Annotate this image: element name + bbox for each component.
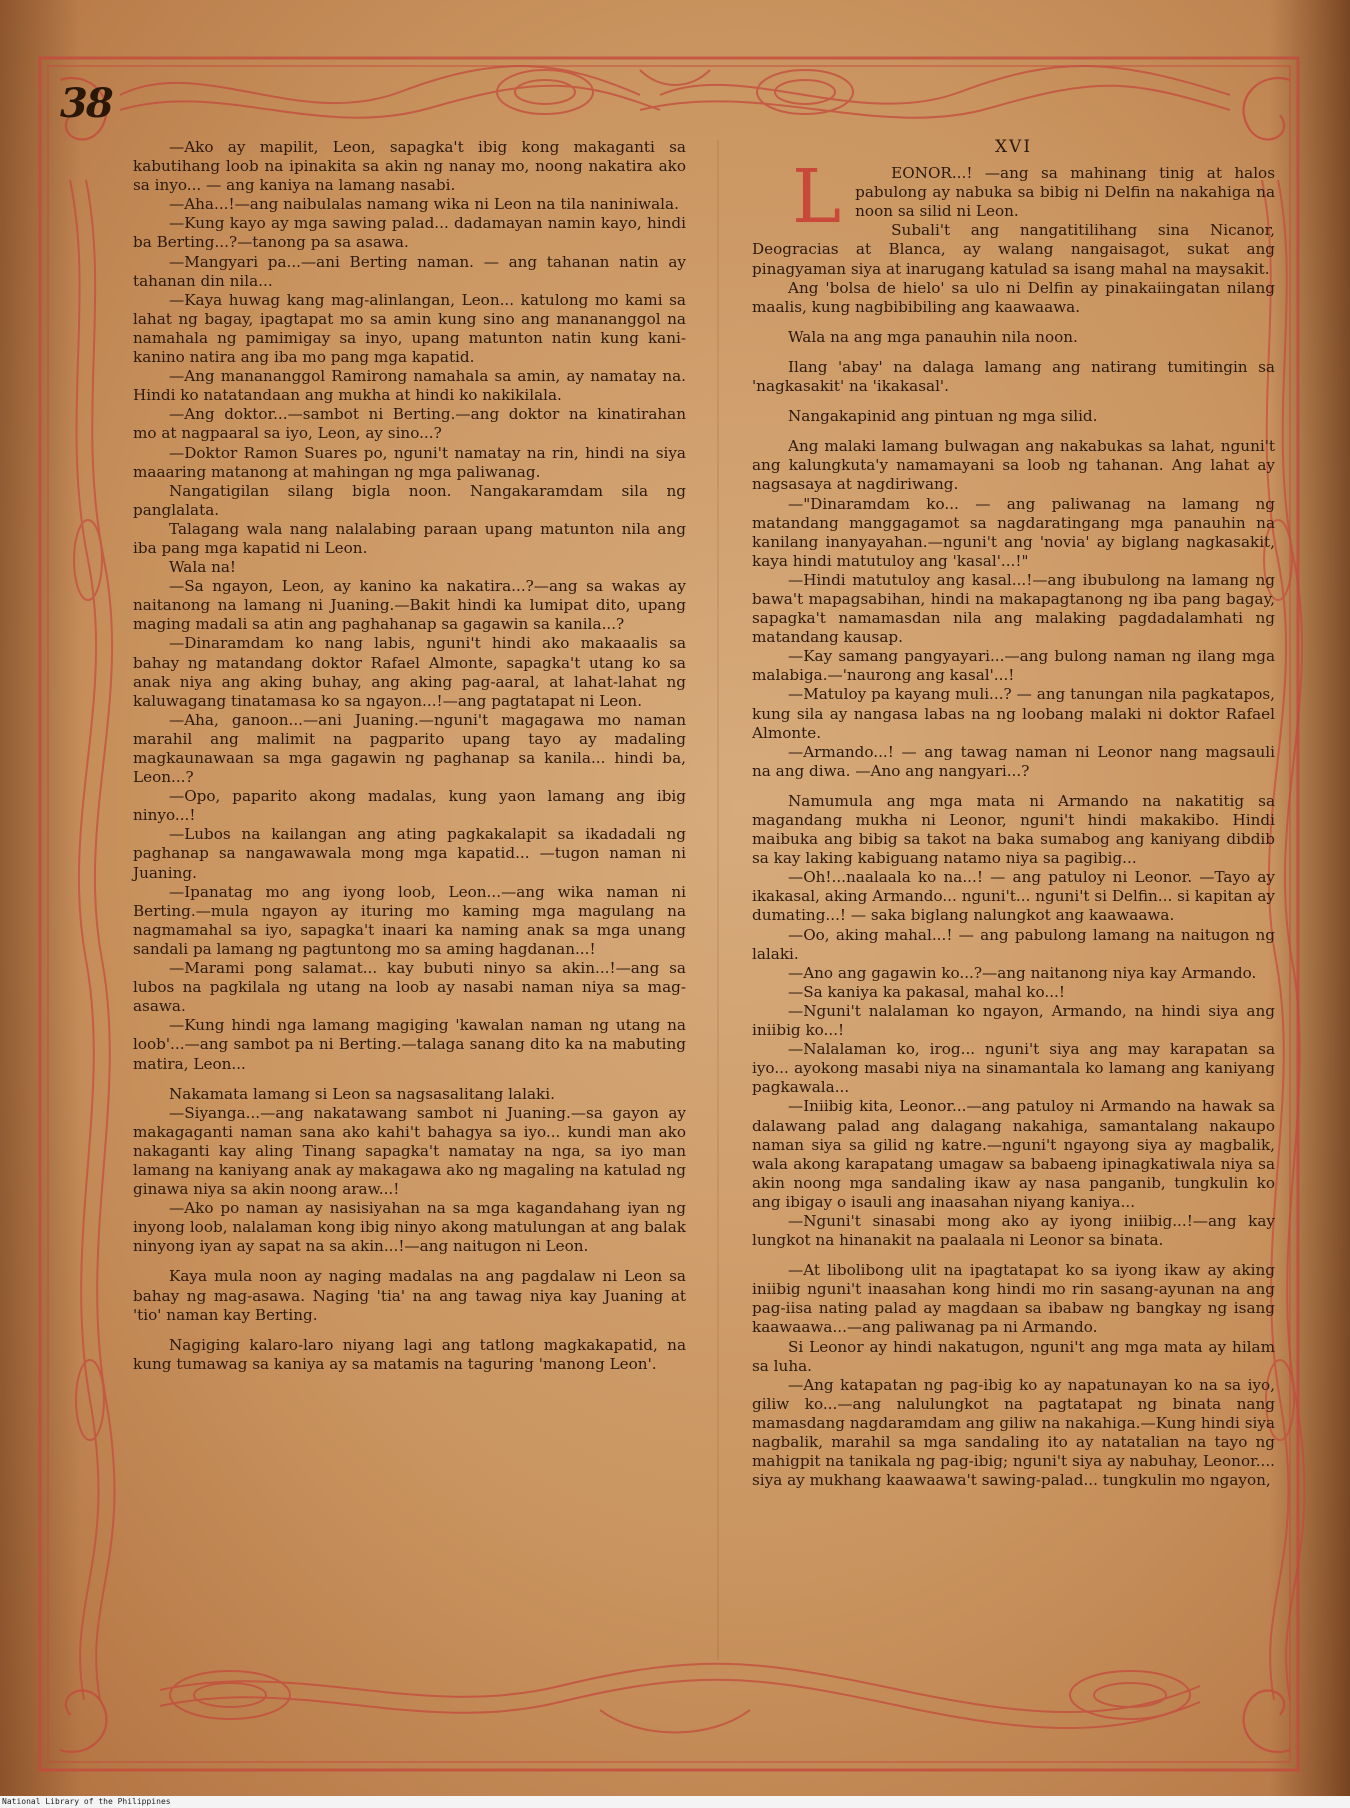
paragraph: —Oh!...naalaala ko na...! — ang patuloy ni Leonor. —Tayo ay ikakasal, aking Armando... nguni't... nguni't si Delfin... si kapitan ay dumating...! — saka biglang nalungkot ang kaawaawa.: [752, 868, 1275, 925]
paragraph: Nakamata lamang si Leon sa nagsasalitang lalaki.: [169, 1084, 555, 1103]
paragraph: —Ano ang gagawin ko...?—ang naitanong niya kay Armando.: [788, 963, 1257, 982]
paragraph: —Sa kaniya ka pakasal, mahal ko...!: [788, 982, 1065, 1001]
paragraph: Ang 'bolsa de hielo' sa ulo ni Delfin ay pinakaiingatan nilang maalis, kung nagbibibiling ang kaawaawa.: [752, 278, 1275, 316]
paragraph: Si Leonor ay hindi nakatugon, nguni't ang mga mata ay hilam sa luha.: [752, 1337, 1275, 1375]
page-number: 38: [60, 80, 112, 127]
paragraph: —Kung hindi nga lamang magiging 'kawalan naman ng utang na loob'...—ang sambot pa ni Berting.—talaga sanang dito ka na mabuting matira, Leon...: [133, 1016, 686, 1073]
paragraph: —Ako ay mapilit, Leon, sapagka't ibig kong makaganti sa kabutihang loob na ipinakita sa akin ng nanay mo, noong nakatira ako sa inyo... — ang kaniya na lamang nasabi.: [133, 138, 686, 195]
paragraph: —Kaya huwag kang mag-alinlangan, Leon... katulong mo kami sa lahat ng bagay, ipagtapat mo sa amin kung sino ang manananggol na namahala ng pamimigay sa inyo, upang matunton natin kung kani-kanino natira ang iba mo pang mga kapatid.: [133, 290, 686, 367]
right-column-body: [752, 221, 1275, 1490]
paragraph: —At libolibong ulit na ipagtatapat ko sa iyong ikaw ay aking iniibig nguni't inaasahan kong hindi mo rin sasang-ayunan na ang pag-iisa nating palad ay magdaan sa ibabaw ng bangkay ng isang kaawaawa...—ang paliwanag pa ni Armando.: [752, 1261, 1275, 1337]
paragraph: —Ang katapatan ng pag-ibig ko ay napatunayan ko na sa iyo, giliw ko...—ang nalulungkot na pagtatapat ng binata nang mamasdang nagdaramdam ang giliw na nakahiga.—Kung hindi siya nagbalik, marahil sa mga sandaling ito ay natatalian na tayo ng mahigpit na tanikala ng pag-ibig; nguni't siya ay nabuhay, Leonor.... siya ay mukhang kaawaawa't sawing-palad... tungkulin mo ngayon,: [752, 1375, 1275, 1490]
paragraph: —Kung kayo ay mga sawing palad... dadamayan namin kayo, hindi ba Berting...?—tanong pa sa asawa.: [133, 214, 686, 252]
paragraph: Namumula ang mga mata ni Armando na nakatitig sa magandang mukha ni Leonor, nguni't hindi makakibo. Hindi maibuka ang bibig sa takot na baka sumabog ang kaniyang dibdib sa kay laking kabiguang natamo niya sa pagibig...: [752, 791, 1275, 868]
paragraph: —Ang manananggol Ramirong namahala sa amin, ay namatay na. Hindi ko natatandaan ang mukha at hindi ko nakikilala.: [133, 367, 686, 405]
left-text-column: [133, 138, 686, 1374]
paragraph: —Hindi matutuloy ang kasal...!—ang ibubulong na lamang ng bawa't mapagsabihan, hindi na makapagtanong ng iba pang bagay, sapagka't namamasdan nila ang malaking pagdadalamhati ng matandang kausap.: [752, 570, 1275, 647]
paragraph: —Aha, ganoon...—ani Juaning.—nguni't magagawa mo naman marahil ang malimit na pagparito upang tayo ay madaling magkaunawaan sa mga gagawin ng paghanap sa kanila... hindi ba, Leon...?: [133, 710, 686, 787]
opening-text: EONOR...! —ang sa mahinang tinig at halos pabulong ay nabuka sa bibig ni Delfin na nakahiga na noon sa silid ni Leon.: [855, 164, 1275, 221]
paragraph: —Ako po naman ay nasisiyahan na sa mga kagandahang iyan ng inyong loob, nalalaman kong ibig ninyo akong matulungan at ang balak ninyong iyan ay sapat na sa akin...!—ang naitugon ni Leon.: [133, 1199, 686, 1256]
paragraph: Ang malaki lamang bulwagan ang nakabukas sa lahat, nguni't ang kalungkuta'y namamayani sa loob ng tahanan. Ang lahat ay nagsasaya at nagdiriwang.: [752, 437, 1275, 494]
paragraph: —Aha...!—ang naibulalas namang wika ni Leon na tila naniniwala.: [169, 195, 679, 214]
paragraph: —Ipanatag mo ang iyong loob, Leon...—ang wika naman ni Berting.—mula ngayon ay ituring mo kaming mga magulang na nagmamahal sa iyo, sapagka't inaari ka naming anak sa mga unang sandali pa lamang ng pagtuntong mo sa aming hagdanan...!: [133, 882, 686, 958]
paragraph: Wala na!: [169, 558, 237, 577]
paragraph: Kaya mula noon ay naging madalas na ang pagdalaw ni Leon sa bahay ng mag-asawa. Naging 'tia' na ang tawag niya kay Juaning at 'tio' naman kay Berting.: [133, 1267, 686, 1324]
paragraph: Talagang wala nang nalalabing paraan upang matunton nila ang iba pang mga kapatid ni Leon.: [133, 519, 686, 557]
paragraph: —Kay samang pangyayari...—ang bulong naman ng ilang mga malabiga.—'naurong ang kasal'...!: [752, 647, 1275, 685]
paragraph: Nagiging kalaro-laro niyang lagi ang tatlong magkakapatid, na kung tumawag sa kaniya ay sa matamis na taguring 'manong Leon'.: [133, 1335, 686, 1373]
paragraph: Subali't ang nangatitilihang sina Nicanor, Deogracias at Blanca, ay walang nangaisagot, sukat ang pinagyaman siya at inarugang katulad sa isang mahal na maysakit.: [752, 221, 1275, 278]
paragraph: Wala na ang mga panauhin nila noon.: [788, 327, 1078, 346]
paragraph: —Opo, paparito akong madalas, kung yaon lamang ang ibig ninyo...!: [133, 787, 686, 825]
footer-credit: National Library of the Philippines: [0, 1796, 1350, 1808]
paragraph: —Sa ngayon, Leon, ay kanino ka nakatira...?—ang sa wakas ay naitanong na lamang ni Juaning.—Bakit hindi ka lumipat dito, upang maging madali sa atin ang paghahanap sa gagawin sa kanila...?: [133, 577, 686, 634]
drop-cap-letter: L: [792, 154, 842, 241]
paragraph: —Siyanga...—ang nakatawang sambot ni Juaning.—sa gayon ay makagaganti naman sana ako kahi't bahagya sa iyo... kundi man ako nakaganti kay aling Tinang sapagka't namatay na nga, sa iyo man lamang na kaniyang anak ay makagawa ako ng magaling na katulad ng ginawa niya sa akin noong araw...!: [133, 1103, 686, 1199]
paragraph: Ilang 'abay' na dalaga lamang ang natirang tumitingin sa 'nagkasakit' na 'ikakasal'.: [752, 357, 1275, 396]
paragraph: —Dinaramdam ko nang labis, nguni't hindi ako makaaalis sa bahay ng matandang doktor Rafael Almonte, sapagka't utang ko sa anak niya ang aking buhay, ang aking pag-aaral, at lahat-lahat ng kaluwagang tinatamasa ko sa ngayon...!—ang pagtatapat ni Leon.: [133, 634, 686, 710]
paragraph: Nangatigilan silang bigla noon. Nangakaramdam sila ng panglalata.: [133, 481, 686, 519]
paragraph: —Nguni't nalalaman ko ngayon, Armando, na hindi siya ang iniibig ko...!: [752, 1001, 1275, 1040]
paragraph: —Oo, aking mahal...! — ang pabulong lamang na naitugon ng lalaki.: [752, 925, 1275, 963]
paragraph: —"Dinaramdam ko... — ang paliwanag na lamang ng matandang manggagamot sa nagdaratingang mga panauhin na kanilang inanyayahan.—nguni't ang 'novia' ay biglang nagkasakit, kaya hindi matutuloy ang 'kasal'...!": [752, 494, 1275, 570]
paragraph: —Armando...! — ang tawag naman ni Leonor nang magsauli na ang diwa. —Ano ang nangyari...?: [752, 742, 1275, 780]
paragraph: Nangakapinid ang pintuan ng mga silid.: [788, 407, 1098, 426]
paragraph: —Marami pong salamat... kay bubuti ninyo sa akin...!—ang sa lubos na pagkilala ng utang na loob ay nasabi naman niya sa mag-asawa.: [133, 959, 686, 1016]
paragraph: —Lubos na kailangan ang ating pagkakalapit sa ikadadali ng paghanap sa nangawawala mong mga kapatid... —tugon naman ni Juaning.: [133, 825, 686, 882]
paragraph: —Matuloy pa kayang muli...? — ang tanungan nila pagkatapos, kung sila ay nangasa labas na ng loobang malaki ni doktor Rafael Almonte.: [752, 685, 1275, 742]
chapter-opening-paragraph: [752, 154, 1275, 241]
paragraph: —Ang doktor...—sambot ni Berting.—ang doktor na kinatirahan mo at nagpaaral sa iyo, Leon, ay sino...?: [133, 405, 686, 443]
paragraph: —Iniibig kita, Leonor...—ang patuloy ni Armando na hawak sa dalawang palad ang dalagang nakahiga, samantalang nakaupo naman siya sa gilid ng katre.—nguni't ngayong siya ay magbalik, wala akong karapatang umagaw sa babaeng ipinagkatiwala niya sa akin noong mga sandaling ikaw ay nasa panganib, tungkulin ko ang ibigay o isauli ang inaasahan niyang kaniya...: [752, 1097, 1275, 1211]
chapter-heading: XVI: [994, 137, 1033, 157]
paragraph: —Mangyari pa...—ani Berting naman. — ang tahanan natin ay tahanan din nila...: [133, 252, 686, 290]
right-text-column: [752, 138, 1275, 1490]
paragraph: —Nalalaman ko, irog... nguni't siya ang may karapatan sa iyo... ayokong masabi niya na sinamantala ko lamang ang kaniyang pagkawala...: [752, 1040, 1275, 1097]
paragraph: —Nguni't sinasabi mong ako ay iyong iniibig...!—ang kay lungkot na hinanakit na paalaala ni Leonor sa binata.: [752, 1211, 1275, 1250]
paragraph: —Doktor Ramon Suares po, nguni't namatay na rin, hindi na siya maaaring matanong at mahingan ng mga paliwanag.: [133, 443, 686, 481]
